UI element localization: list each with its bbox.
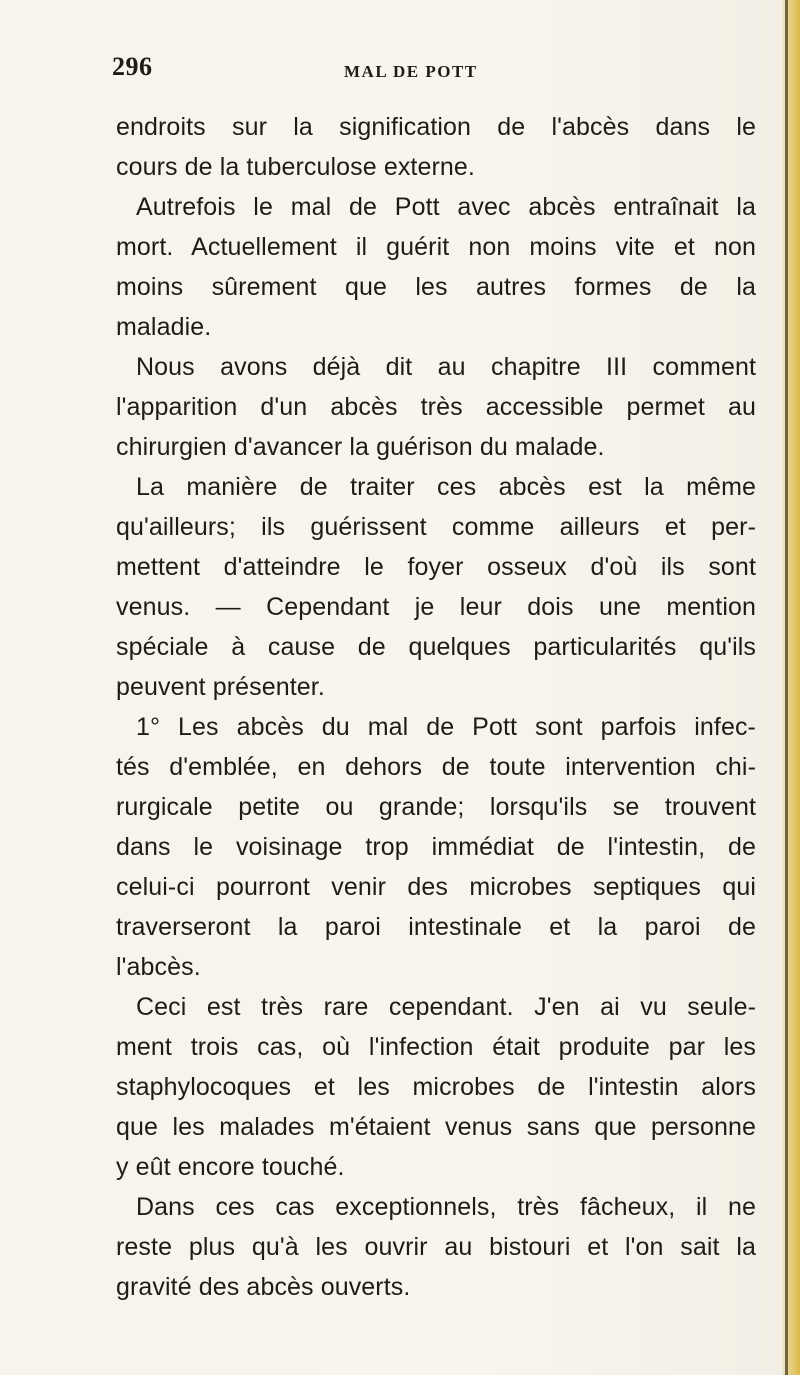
body-text [116,107,756,1307]
text-line: endroits sur la signification de l'abcès dans le [116,113,756,141]
text-line: mort. Actuellement il guérit non moins vite et non [116,233,756,261]
text-line: spéciale à cause de quelques particularités qu'ils [116,633,756,661]
text-line: chirurgien d'avancer la guérison du malade. [116,433,605,461]
text-line: tés d'emblée, en dehors de toute intervention chi- [116,753,756,781]
page-header [112,52,752,92]
page-edge-binding [782,0,800,1375]
text-line: La manière de traiter ces abcès est la même [136,473,756,501]
text-line: reste plus qu'à les ouvrir au bistouri et l'on sait la [116,1233,756,1261]
text-line: rurgicale petite ou grande; lorsqu'ils se trouvent [116,793,756,821]
text-line: cours de la tuberculose externe. [116,153,475,181]
text-line: Ceci est très rare cependant. J'en ai vu seule- [136,993,756,1021]
text-line: celui-ci pourront venir des microbes septiques qui [116,873,756,901]
text-line: Dans ces cas exceptionnels, très fâcheux, il ne [136,1193,756,1221]
text-line: l'abcès. [116,953,201,981]
running-head: MAL DE POTT [344,62,478,81]
page-number: 296 [112,52,153,81]
text-line: 1° Les abcès du mal de Pott sont parfois infec- [136,713,756,741]
text-line: staphylocoques et les microbes de l'intestin alors [116,1073,756,1101]
text-line: Autrefois le mal de Pott avec abcès entraînait la [136,193,756,221]
text-line: y eût encore touché. [116,1153,345,1181]
text-line: moins sûrement que les autres formes de la [116,273,756,301]
text-line: gravité des abcès ouverts. [116,1273,411,1301]
text-line: maladie. [116,313,212,341]
text-line: peuvent présenter. [116,673,325,701]
text-line: que les malades m'étaient venus sans que personne [116,1113,756,1141]
text-line: ment trois cas, où l'infection était produite par les [116,1033,756,1061]
text-line: dans le voisinage trop immédiat de l'intestin, de [116,833,756,861]
text-line: traverseront la paroi intestinale et la paroi de [116,913,756,941]
text-line: mettent d'atteindre le foyer osseux d'où ils sont [116,553,756,581]
text-line: Nous avons déjà dit au chapitre III comment [136,353,756,381]
text-line: venus. — Cependant je leur dois une mention [116,593,756,621]
text-line: l'apparition d'un abcès très accessible permet au [116,393,756,421]
text-line: qu'ailleurs; ils guérissent comme ailleurs et per- [116,513,756,541]
